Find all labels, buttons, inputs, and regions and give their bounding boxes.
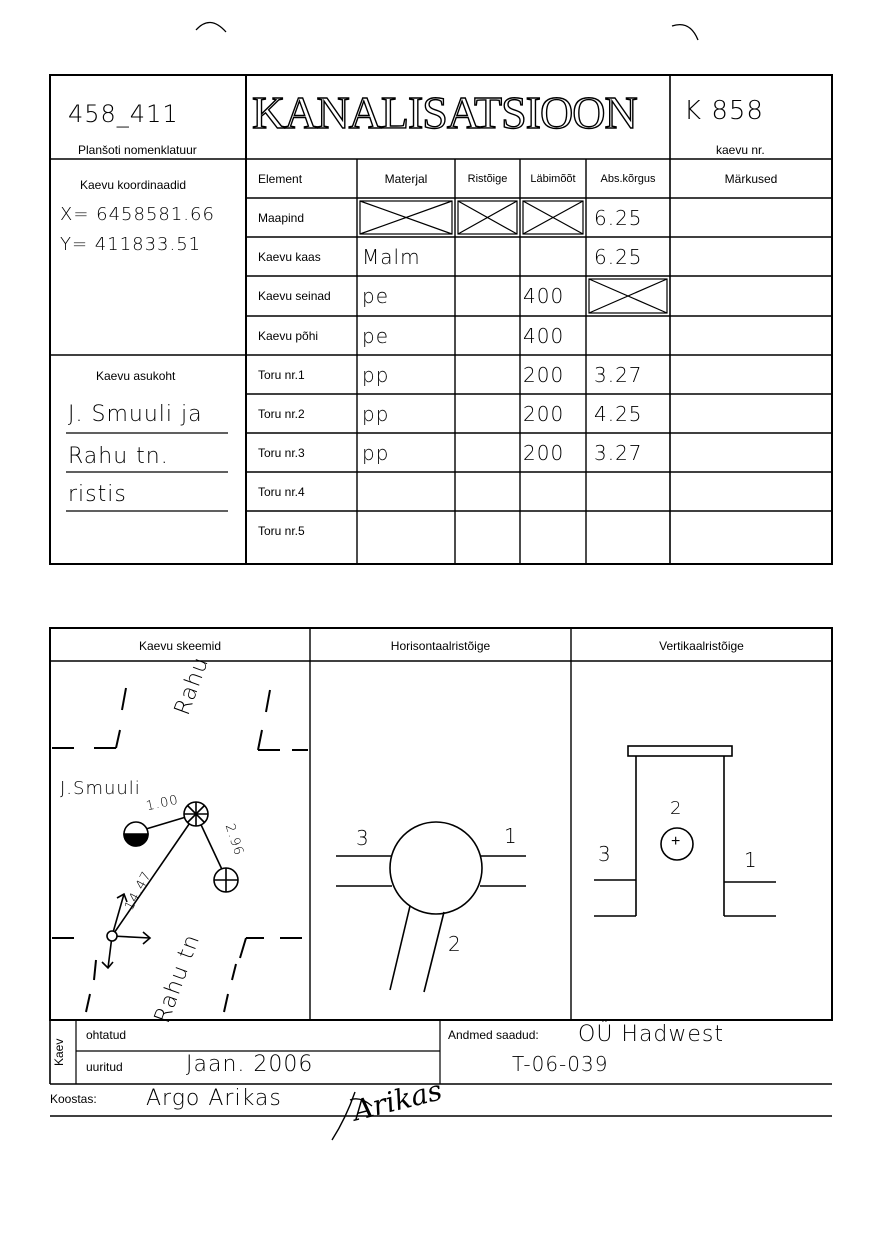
row-element: Toru nr.3: [258, 446, 305, 460]
col-header-diameter: Läbimõõt: [530, 173, 576, 185]
horizontal-section-label: Horisontaalristõige: [390, 639, 491, 653]
row-element: Toru nr.2: [258, 407, 305, 421]
row-element: Toru nr.4: [258, 485, 305, 499]
signature: Arikas: [349, 1073, 446, 1128]
location-line-3: ristis: [68, 482, 127, 507]
row-elevation: 6.25: [594, 206, 643, 230]
row-diameter: 400: [523, 284, 565, 308]
row-material: pe: [362, 324, 389, 348]
col-header-material: Materjal: [384, 172, 428, 186]
page-title: KANALISATSIOON: [252, 87, 637, 138]
row-element: Kaevu seinad: [258, 289, 331, 303]
row-element: Toru nr.5: [258, 524, 305, 538]
plus-icon: +: [671, 833, 681, 850]
distance-1: 1.00: [144, 792, 181, 815]
row-elevation: 3.27: [594, 363, 643, 387]
vsec-pipe-2: 2: [670, 798, 683, 819]
row-elevation: 4.25: [594, 402, 643, 426]
well-no-label: kaevu nr.: [716, 143, 765, 157]
row-element: Kaevu kaas: [258, 250, 321, 264]
vertical-section-label: Vertikaalristõige: [659, 639, 744, 653]
row-element: Kaevu põhi: [258, 329, 319, 343]
row-material: pp: [362, 402, 390, 426]
data-label: Andmed saadud:: [448, 1028, 539, 1042]
row-element: Maapind: [258, 211, 305, 225]
data-reference: T-06-039: [512, 1052, 609, 1076]
hsec-pipe-2: 2: [448, 932, 462, 956]
row-material: pp: [362, 363, 390, 387]
location-line-2: Rahu tn.: [68, 444, 169, 469]
coordinates-label: Kaevu koordinaadid: [80, 178, 187, 192]
well-label: Kaev: [52, 1038, 66, 1066]
distance-3: 2.96: [221, 822, 247, 858]
row-diameter: 200: [523, 363, 565, 387]
row-diameter: 200: [523, 402, 565, 426]
vsec-pipe-3: 3: [598, 842, 612, 866]
data-source: OÜ Hadwest: [578, 1022, 725, 1047]
coordinate-y: Y= 411833.51: [60, 234, 202, 255]
row-material: pe: [362, 284, 389, 308]
hsec-pipe-3: 3: [356, 826, 370, 850]
coordinate-x: X= 6458581.66: [60, 204, 215, 225]
col-header-element: Element: [258, 172, 303, 186]
col-header-elevation: Abs.kõrgus: [600, 173, 656, 185]
compiled-label: Koostas:: [50, 1092, 97, 1106]
tied-label: ohtatud: [86, 1028, 127, 1042]
location-line-1: J. Smuuli ja: [68, 402, 203, 427]
row-elevation: 6.25: [594, 245, 643, 269]
row-material: pp: [362, 441, 390, 465]
measured-label: uuritud: [86, 1060, 123, 1074]
location-label: Kaevu asukoht: [96, 369, 176, 383]
street-label-left: J.Smuuli: [60, 778, 141, 799]
row-diameter: 400: [523, 324, 565, 348]
row-element: Toru nr.1: [258, 368, 305, 382]
street-label-top: Rahu: [170, 653, 215, 719]
vsec-pipe-1: 1: [744, 848, 758, 872]
sheet-number: 458_411: [68, 100, 179, 128]
scheme-label: Kaevu skeemid: [138, 639, 222, 653]
well-id: K 858: [684, 96, 764, 126]
row-material: Malm: [362, 245, 421, 269]
row-elevation: 3.27: [594, 441, 643, 465]
measured-value: Jaan. 2006: [186, 1052, 314, 1077]
col-header-cross: Ristõige: [467, 173, 508, 185]
row-diameter: 200: [523, 441, 565, 465]
hsec-pipe-1: 1: [504, 824, 518, 848]
distance-2: 14.47: [122, 868, 156, 914]
compiled-by: Argo Arikas: [146, 1086, 282, 1111]
col-header-notes: Märkused: [724, 172, 778, 186]
sheet-label: Planšoti nomenklatuur: [78, 143, 197, 157]
street-label-bottom: Rahu tn: [150, 930, 206, 1027]
